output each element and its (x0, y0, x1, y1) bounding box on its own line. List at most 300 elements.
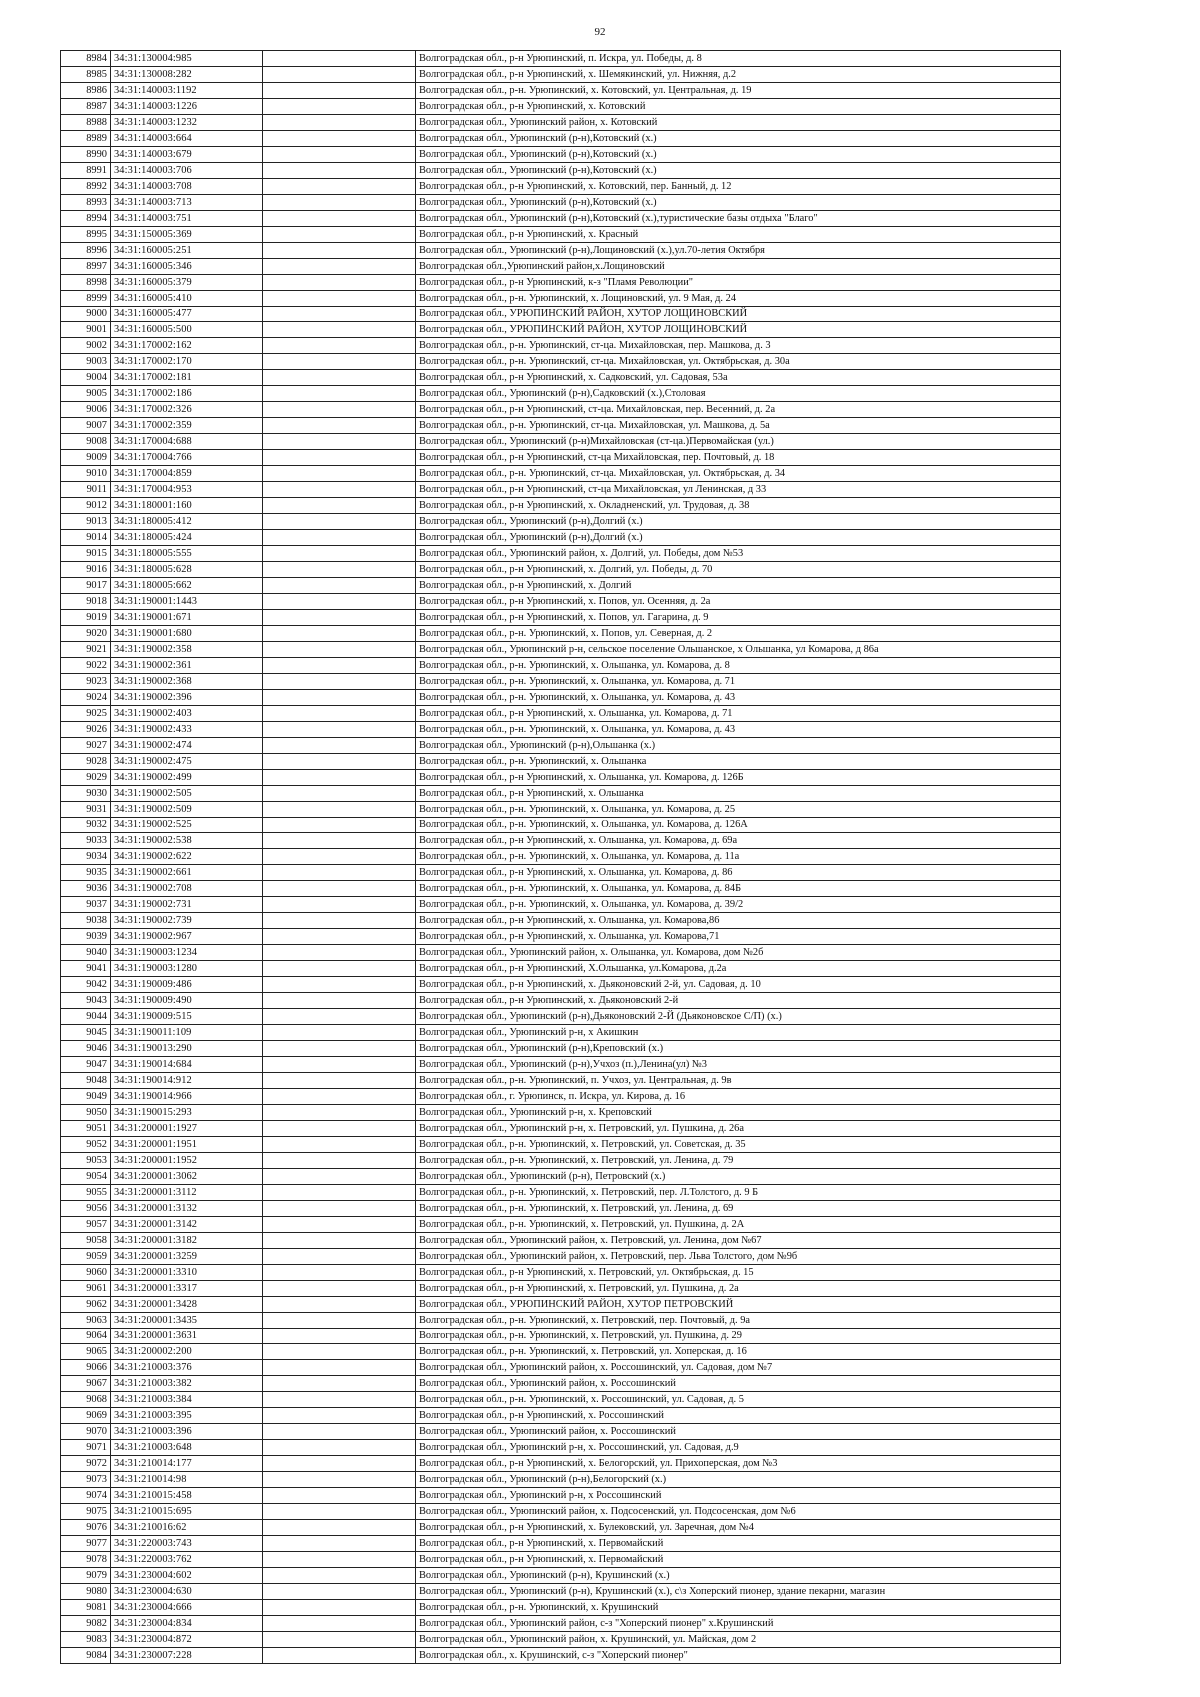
row-number-cell: 9056 (61, 1200, 111, 1216)
row-number-cell: 9036 (61, 881, 111, 897)
address-cell: Волгоградская обл., р-н Урюпинский, х. Ольшанка, ул. Комарова, д. 86 (416, 865, 1061, 881)
empty-cell (263, 577, 416, 593)
cadastral-number-cell: 34:31:170004:766 (111, 450, 263, 466)
empty-cell (263, 913, 416, 929)
cadastral-number-cell: 34:31:170002:181 (111, 370, 263, 386)
table-row (61, 146, 1061, 162)
table-row (61, 258, 1061, 274)
empty-cell (263, 98, 416, 114)
empty-cell (263, 1264, 416, 1280)
address-cell: Волгоградская обл., р-н Урюпинский, х. Ольшанка (416, 785, 1061, 801)
table-row (61, 865, 1061, 881)
cadastral-number-cell: 34:31:170002:186 (111, 386, 263, 402)
address-cell: Волгоградская обл., Урюпинский (р-н),Долгий (х.) (416, 530, 1061, 546)
empty-cell (263, 1456, 416, 1472)
cadastral-number-cell: 34:31:170002:162 (111, 338, 263, 354)
table-row (61, 993, 1061, 1009)
table-row (61, 1120, 1061, 1136)
empty-cell (263, 498, 416, 514)
row-number-cell: 9025 (61, 705, 111, 721)
table-row (61, 402, 1061, 418)
cadastral-number-cell: 34:31:180005:424 (111, 530, 263, 546)
address-cell: Волгоградская обл., р-н Урюпинский, ст-ца Михайловская, ул Ленинская, д 33 (416, 482, 1061, 498)
address-cell: Волгоградская обл., р-н Урюпинский, х. Булековский, ул. Заречная, дом №4 (416, 1520, 1061, 1536)
cadastral-number-cell: 34:31:190002:505 (111, 785, 263, 801)
address-cell: Волгоградская обл., р-н Урюпинский, х. Петровский, ул. Пушкина, д. 2а (416, 1280, 1061, 1296)
empty-cell (263, 1424, 416, 1440)
page-number: 92 (594, 26, 606, 38)
empty-cell (263, 1120, 416, 1136)
address-cell: Волгоградская обл., р-н. Урюпинский, ст-ца. Михайловская, ул. Машкова, д. 5а (416, 418, 1061, 434)
empty-cell (263, 226, 416, 242)
cadastral-number-cell: 34:31:190001:680 (111, 625, 263, 641)
address-cell: Волгоградская обл., Урюпинский район, х. Подсосенский, ул. Подсосенская, дом №6 (416, 1504, 1061, 1520)
empty-cell (263, 546, 416, 562)
row-number-cell: 9059 (61, 1248, 111, 1264)
address-cell: Волгоградская обл., р-н. Урюпинский, х. Ольшанка, ул. Комарова, д. 43 (416, 721, 1061, 737)
table-row (61, 354, 1061, 370)
cadastral-number-cell: 34:31:200001:1951 (111, 1136, 263, 1152)
row-number-cell: 8999 (61, 290, 111, 306)
address-cell: Волгоградская обл., Урюпинский (р-н),Котовский (х.) (416, 162, 1061, 178)
row-number-cell: 9030 (61, 785, 111, 801)
address-cell: Волгоградская обл., р-н. Урюпинский, х. Ольшанка, ул. Комарова, д. 25 (416, 801, 1061, 817)
table-row (61, 1488, 1061, 1504)
address-cell: Волгоградская обл., Урюпинский (р-н),Дьяконовский 2-Й (Дьяконовское С/П) (х.) (416, 1009, 1061, 1025)
cadastral-number-cell: 34:31:190015:293 (111, 1104, 263, 1120)
row-number-cell: 8989 (61, 130, 111, 146)
empty-cell (263, 1504, 416, 1520)
table-row (61, 961, 1061, 977)
cadastral-number-cell: 34:31:190014:966 (111, 1088, 263, 1104)
cadastral-number-cell: 34:31:210014:98 (111, 1472, 263, 1488)
address-cell: Волгоградская обл., Урюпинский район, с-з "Хоперский пионер" х.Крушинский (416, 1615, 1061, 1631)
row-number-cell: 9075 (61, 1504, 111, 1520)
row-number-cell: 9039 (61, 929, 111, 945)
row-number-cell: 9072 (61, 1456, 111, 1472)
empty-cell (263, 753, 416, 769)
row-number-cell: 9040 (61, 945, 111, 961)
empty-cell (263, 945, 416, 961)
table-row (61, 482, 1061, 498)
empty-cell (263, 306, 416, 322)
cadastral-number-cell: 34:31:130008:282 (111, 66, 263, 82)
table-row (61, 418, 1061, 434)
empty-cell (263, 258, 416, 274)
table-row (61, 498, 1061, 514)
empty-cell (263, 514, 416, 530)
table-row (61, 721, 1061, 737)
row-number-cell: 9074 (61, 1488, 111, 1504)
row-number-cell: 9037 (61, 897, 111, 913)
address-cell: Волгоградская обл., Урюпинский (р-н),Ольшанка (х.) (416, 737, 1061, 753)
address-cell: Волгоградская обл., р-н. Урюпинский, х. Ольшанка (416, 753, 1061, 769)
table-row (61, 1631, 1061, 1647)
table-row (61, 593, 1061, 609)
address-cell: Волгоградская обл., р-н Урюпинский, х. Дьяконовский 2-й, ул. Садовая, д. 10 (416, 977, 1061, 993)
cadastral-number-cell: 34:31:140003:1226 (111, 98, 263, 114)
empty-cell (263, 1647, 416, 1663)
table-row (61, 833, 1061, 849)
row-number-cell: 9026 (61, 721, 111, 737)
table-row (61, 226, 1061, 242)
empty-cell (263, 865, 416, 881)
address-cell: Волгоградская обл., р-н Урюпинский, х. Шемякинский, ул. Нижняя, д.2 (416, 66, 1061, 82)
cadastral-number-cell: 34:31:190002:661 (111, 865, 263, 881)
table-row (61, 1328, 1061, 1344)
row-number-cell: 9050 (61, 1104, 111, 1120)
table-row (61, 562, 1061, 578)
table-row (61, 801, 1061, 817)
empty-cell (263, 1009, 416, 1025)
table-row (61, 82, 1061, 98)
table-row (61, 1168, 1061, 1184)
empty-cell (263, 769, 416, 785)
row-number-cell: 9076 (61, 1520, 111, 1536)
row-number-cell: 9077 (61, 1536, 111, 1552)
table-row (61, 338, 1061, 354)
table-row (61, 1504, 1061, 1520)
row-number-cell: 8992 (61, 178, 111, 194)
empty-cell (263, 1152, 416, 1168)
cadastral-number-cell: 34:31:140003:708 (111, 178, 263, 194)
address-cell: Волгоградская обл., р-н. Урюпинский, п. Учхоз, ул. Центральная, д. 9в (416, 1073, 1061, 1089)
empty-cell (263, 1472, 416, 1488)
row-number-cell: 9060 (61, 1264, 111, 1280)
row-number-cell: 9031 (61, 801, 111, 817)
row-number-cell: 9008 (61, 434, 111, 450)
row-number-cell: 9021 (61, 641, 111, 657)
cadastral-number-cell: 34:31:190002:433 (111, 721, 263, 737)
table-row (61, 849, 1061, 865)
empty-cell (263, 146, 416, 162)
row-number-cell: 9064 (61, 1328, 111, 1344)
row-number-cell: 9068 (61, 1392, 111, 1408)
table-row (61, 130, 1061, 146)
empty-cell (263, 1073, 416, 1089)
row-number-cell: 9006 (61, 402, 111, 418)
empty-cell (263, 1312, 416, 1328)
row-number-cell: 9046 (61, 1041, 111, 1057)
table-row (61, 1264, 1061, 1280)
table-row (61, 434, 1061, 450)
table-row (61, 1599, 1061, 1615)
cadastral-number-cell: 34:31:190002:474 (111, 737, 263, 753)
cadastral-number-cell: 34:31:190001:671 (111, 609, 263, 625)
registry-table-body (61, 51, 1061, 1664)
table-row (61, 450, 1061, 466)
empty-cell (263, 1552, 416, 1568)
table-row (61, 1424, 1061, 1440)
address-cell: Волгоградская обл., р-н Урюпинский, Х.Ольшанка, ул.Комарова, д.2а (416, 961, 1061, 977)
empty-cell (263, 354, 416, 370)
row-number-cell: 9073 (61, 1472, 111, 1488)
empty-cell (263, 1584, 416, 1600)
row-number-cell: 8994 (61, 210, 111, 226)
address-cell: Волгоградская обл., Урюпинский район, х. Петровский, ул. Ленина, дом №67 (416, 1232, 1061, 1248)
row-number-cell: 9014 (61, 530, 111, 546)
empty-cell (263, 1376, 416, 1392)
table-row (61, 929, 1061, 945)
address-cell: Волгоградская обл., УРЮПИНСКИЙ РАЙОН, ХУТОР ЛОЩИНОВСКИЙ (416, 322, 1061, 338)
row-number-cell: 9082 (61, 1615, 111, 1631)
table-row (61, 817, 1061, 833)
cadastral-number-cell: 34:31:160005:500 (111, 322, 263, 338)
cadastral-number-cell: 34:31:180005:662 (111, 577, 263, 593)
row-number-cell: 9015 (61, 546, 111, 562)
table-row (61, 1232, 1061, 1248)
row-number-cell: 9004 (61, 370, 111, 386)
empty-cell (263, 1520, 416, 1536)
row-number-cell: 9032 (61, 817, 111, 833)
cadastral-number-cell: 34:31:190002:475 (111, 753, 263, 769)
address-cell: Волгоградская обл., Урюпинский (р-н),Белогорский (х.) (416, 1472, 1061, 1488)
row-number-cell: 9058 (61, 1232, 111, 1248)
row-number-cell: 9054 (61, 1168, 111, 1184)
empty-cell (263, 482, 416, 498)
row-number-cell: 9038 (61, 913, 111, 929)
empty-cell (263, 609, 416, 625)
empty-cell (263, 274, 416, 290)
cadastral-number-cell: 34:31:160005:346 (111, 258, 263, 274)
row-number-cell: 9065 (61, 1344, 111, 1360)
row-number-cell: 9044 (61, 1009, 111, 1025)
row-number-cell: 9016 (61, 562, 111, 578)
row-number-cell: 9083 (61, 1631, 111, 1647)
table-row (61, 769, 1061, 785)
table-row (61, 1552, 1061, 1568)
address-cell: Волгоградская обл., Урюпинский (р-н),Котовский (х.) (416, 194, 1061, 210)
row-number-cell: 8988 (61, 114, 111, 130)
address-cell: Волгоградская обл., р-н Урюпинский, х. Первомайский (416, 1552, 1061, 1568)
table-row (61, 1248, 1061, 1264)
row-number-cell: 9078 (61, 1552, 111, 1568)
table-row (61, 689, 1061, 705)
empty-cell (263, 370, 416, 386)
cadastral-number-cell: 34:31:190002:731 (111, 897, 263, 913)
address-cell: Волгоградская обл., Урюпинский район, х. Россошинский (416, 1376, 1061, 1392)
row-number-cell: 9009 (61, 450, 111, 466)
empty-cell (263, 1392, 416, 1408)
table-row (61, 1200, 1061, 1216)
empty-cell (263, 242, 416, 258)
cadastral-number-cell: 34:31:200001:3428 (111, 1296, 263, 1312)
row-number-cell: 9028 (61, 753, 111, 769)
table-row (61, 705, 1061, 721)
empty-cell (263, 194, 416, 210)
empty-cell (263, 51, 416, 67)
empty-cell (263, 897, 416, 913)
row-number-cell: 9013 (61, 514, 111, 530)
table-row (61, 1296, 1061, 1312)
address-cell: Волгоградская обл., р-н Урюпинский, х. Ольшанка, ул. Комарова,71 (416, 929, 1061, 945)
address-cell: Волгоградская обл., р-н. Урюпинский, ст-ца. Михайловская, ул. Октябрьская, д. 34 (416, 466, 1061, 482)
cadastral-number-cell: 34:31:200001:3259 (111, 1248, 263, 1264)
cadastral-number-cell: 34:31:190002:361 (111, 657, 263, 673)
cadastral-number-cell: 34:31:210015:458 (111, 1488, 263, 1504)
address-cell: Волгоградская обл., Урюпинский район, х. Петровский, пер. Льва Толстого, дом №9б (416, 1248, 1061, 1264)
row-number-cell: 9081 (61, 1599, 111, 1615)
table-row (61, 1088, 1061, 1104)
row-number-cell: 9079 (61, 1568, 111, 1584)
table-row (61, 1472, 1061, 1488)
cadastral-number-cell: 34:31:180005:412 (111, 514, 263, 530)
cadastral-number-cell: 34:31:170002:359 (111, 418, 263, 434)
address-cell: Волгоградская обл., р-н. Урюпинский, х. Ольшанка, ул. Комарова, д. 39/2 (416, 897, 1061, 913)
empty-cell (263, 1025, 416, 1041)
table-row (61, 98, 1061, 114)
row-number-cell: 9011 (61, 482, 111, 498)
cadastral-number-cell: 34:31:230004:666 (111, 1599, 263, 1615)
table-row (61, 1344, 1061, 1360)
empty-cell (263, 418, 416, 434)
row-number-cell: 8998 (61, 274, 111, 290)
table-row (61, 785, 1061, 801)
empty-cell (263, 801, 416, 817)
cadastral-number-cell: 34:31:230007:228 (111, 1647, 263, 1663)
empty-cell (263, 1536, 416, 1552)
table-row (61, 625, 1061, 641)
cadastral-number-cell: 34:31:140003:664 (111, 130, 263, 146)
empty-cell (263, 1280, 416, 1296)
empty-cell (263, 833, 416, 849)
address-cell: Волгоградская обл., р-н. Урюпинский, х. Ольшанка, ул. Комарова, д. 8 (416, 657, 1061, 673)
row-number-cell: 9041 (61, 961, 111, 977)
empty-cell (263, 1248, 416, 1264)
table-row (61, 1440, 1061, 1456)
table-row (61, 737, 1061, 753)
table-row (61, 1520, 1061, 1536)
row-number-cell: 9012 (61, 498, 111, 514)
address-cell: Волгоградская обл., Урюпинский (р-н),Котовский (х.),туристические базы отдыха "Благо" (416, 210, 1061, 226)
address-cell: Волгоградская обл., р-н. Урюпинский, х. Крушинский (416, 1599, 1061, 1615)
empty-cell (263, 130, 416, 146)
address-cell: Волгоградская обл., р-н Урюпинский, х. Долгий, ул. Победы, д. 70 (416, 562, 1061, 578)
address-cell: Волгоградская обл., р-н Урюпинский, х. Садковский, ул. Садовая, 53а (416, 370, 1061, 386)
address-cell: Волгоградская обл., р-н Урюпинский, х. Красный (416, 226, 1061, 242)
cadastral-number-cell: 34:31:200001:3435 (111, 1312, 263, 1328)
empty-cell (263, 993, 416, 1009)
cadastral-number-cell: 34:31:190002:967 (111, 929, 263, 945)
cadastral-number-cell: 34:31:160005:251 (111, 242, 263, 258)
cadastral-number-cell: 34:31:190009:490 (111, 993, 263, 1009)
address-cell: Волгоградская обл., р-н Урюпинский, ст-ца. Михайловская, пер. Весенний, д. 2а (416, 402, 1061, 418)
address-cell: Волгоградская обл., Урюпинский район, х. Котовский (416, 114, 1061, 130)
empty-cell (263, 1360, 416, 1376)
cadastral-number-cell: 34:31:200001:3132 (111, 1200, 263, 1216)
row-number-cell: 9067 (61, 1376, 111, 1392)
empty-cell (263, 961, 416, 977)
address-cell: Волгоградская обл., р-н. Урюпинский, х. Петровский, ул. Пушкина, д. 2А (416, 1216, 1061, 1232)
row-number-cell: 9066 (61, 1360, 111, 1376)
address-cell: Волгоградская обл., р-н Урюпинский, х. Долгий (416, 577, 1061, 593)
cadastral-number-cell: 34:31:160005:379 (111, 274, 263, 290)
empty-cell (263, 689, 416, 705)
cadastral-number-cell: 34:31:200001:3182 (111, 1232, 263, 1248)
table-row (61, 514, 1061, 530)
table-row (61, 1615, 1061, 1631)
empty-cell (263, 929, 416, 945)
row-number-cell: 9022 (61, 657, 111, 673)
empty-cell (263, 737, 416, 753)
row-number-cell: 9001 (61, 322, 111, 338)
address-cell: Волгоградская обл., Урюпинский р-н, х Акишкин (416, 1025, 1061, 1041)
row-number-cell: 9071 (61, 1440, 111, 1456)
empty-cell (263, 1088, 416, 1104)
empty-cell (263, 210, 416, 226)
cadastral-number-cell: 34:31:190002:538 (111, 833, 263, 849)
table-row (61, 51, 1061, 67)
address-cell: Волгоградская обл., Урюпинский (р-н),Долгий (х.) (416, 514, 1061, 530)
table-row (61, 1136, 1061, 1152)
row-number-cell: 9019 (61, 609, 111, 625)
table-row (61, 242, 1061, 258)
table-row (61, 162, 1061, 178)
row-number-cell: 9029 (61, 769, 111, 785)
cadastral-number-cell: 34:31:190002:368 (111, 673, 263, 689)
empty-cell (263, 1615, 416, 1631)
cadastral-number-cell: 34:31:200001:3112 (111, 1184, 263, 1200)
table-row (61, 1216, 1061, 1232)
row-number-cell: 9010 (61, 466, 111, 482)
address-cell: Волгоградская обл., р-н. Урюпинский, х. Попов, ул. Северная, д. 2 (416, 625, 1061, 641)
row-number-cell: 8990 (61, 146, 111, 162)
address-cell: Волгоградская обл., р-н. Урюпинский, х. Петровский, ул. Хоперская, д. 16 (416, 1344, 1061, 1360)
address-cell: Волгоградская обл., р-н. Урюпинский, х. Ольшанка, ул. Комарова, д. 84Б (416, 881, 1061, 897)
empty-cell (263, 82, 416, 98)
empty-cell (263, 1216, 416, 1232)
cadastral-number-cell: 34:31:190009:515 (111, 1009, 263, 1025)
address-cell: Волгоградская обл., УРЮПИНСКИЙ РАЙОН, ХУТОР ПЕТРОВСКИЙ (416, 1296, 1061, 1312)
address-cell: Волгоградская обл., р-н Урюпинский, х. Ольшанка, ул. Комарова,86 (416, 913, 1061, 929)
empty-cell (263, 625, 416, 641)
row-number-cell: 9070 (61, 1424, 111, 1440)
row-number-cell: 9027 (61, 737, 111, 753)
cadastral-number-cell: 34:31:210003:395 (111, 1408, 263, 1424)
empty-cell (263, 562, 416, 578)
empty-cell (263, 338, 416, 354)
address-cell: Волгоградская обл., УРЮПИНСКИЙ РАЙОН, ХУТОР ЛОЩИНОВСКИЙ (416, 306, 1061, 322)
table-row (61, 673, 1061, 689)
table-row (61, 1280, 1061, 1296)
row-number-cell: 9043 (61, 993, 111, 1009)
empty-cell (263, 849, 416, 865)
table-row (61, 1392, 1061, 1408)
row-number-cell: 9084 (61, 1647, 111, 1663)
cadastral-number-cell: 34:31:190002:708 (111, 881, 263, 897)
table-row (61, 1568, 1061, 1584)
empty-cell (263, 1631, 416, 1647)
cadastral-number-cell: 34:31:210015:695 (111, 1504, 263, 1520)
table-row (61, 609, 1061, 625)
cadastral-number-cell: 34:31:220003:743 (111, 1536, 263, 1552)
empty-cell (263, 1168, 416, 1184)
empty-cell (263, 1104, 416, 1120)
cadastral-number-cell: 34:31:230004:872 (111, 1631, 263, 1647)
cadastral-number-cell: 34:31:190002:499 (111, 769, 263, 785)
table-row (61, 1152, 1061, 1168)
table-row (61, 1647, 1061, 1663)
cadastral-number-cell: 34:31:200001:3062 (111, 1168, 263, 1184)
address-cell: Волгоградская обл., р-н Урюпинский, х. Попов, ул. Осенняя, д. 2а (416, 593, 1061, 609)
table-row (61, 1360, 1061, 1376)
address-cell: Волгоградская обл., р-н Урюпинский, х. Котовский (416, 98, 1061, 114)
address-cell: Волгоградская обл., Урюпинский (р-н),Лощиновский (х.),ул.70-летия Октября (416, 242, 1061, 258)
row-number-cell: 9061 (61, 1280, 111, 1296)
address-cell: Волгоградская обл., р-н Урюпинский, к-з "Пламя Революции" (416, 274, 1061, 290)
address-cell: Волгоградская обл., Урюпинский р-н, х. Креповский (416, 1104, 1061, 1120)
address-cell: Волгоградская обл., Урюпинский (р-н)Михайловская (ст-ца.)Первомайская (ул.) (416, 434, 1061, 450)
